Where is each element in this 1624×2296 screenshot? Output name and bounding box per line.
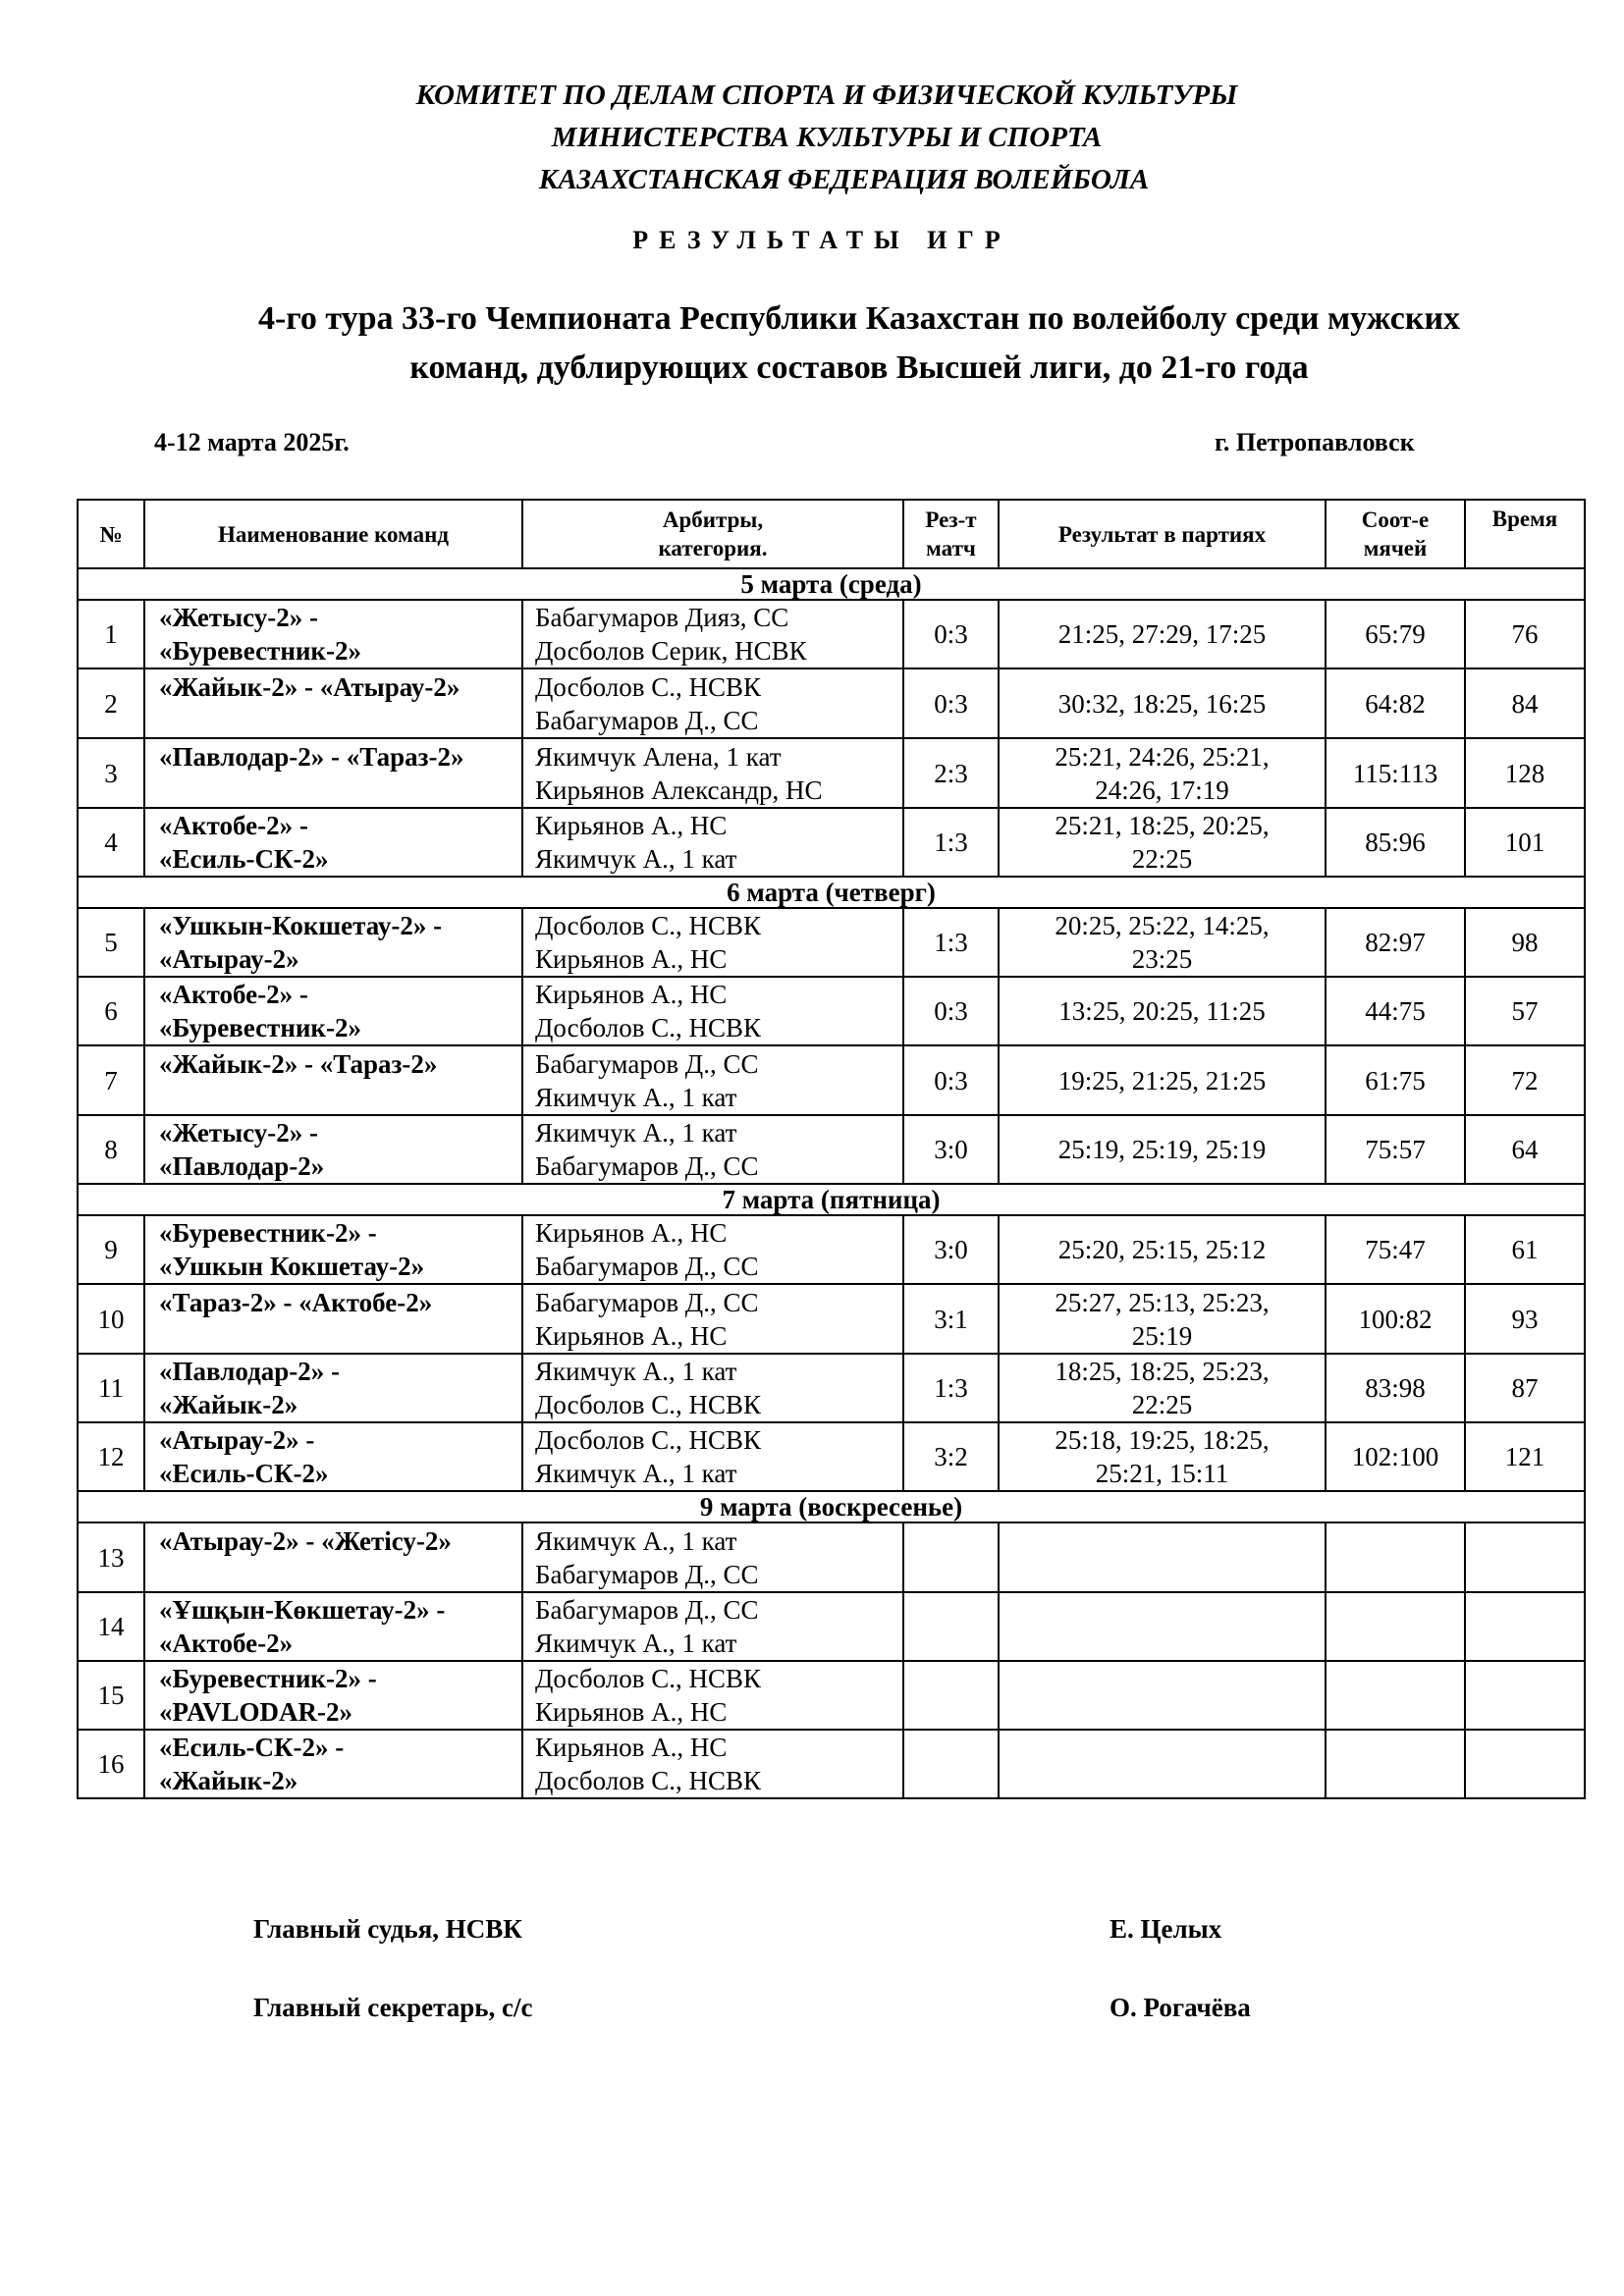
game-match-result [903, 1592, 999, 1661]
col-header-ratio-line-2: мячей [1363, 536, 1428, 561]
game-sets-line-1: 20:25, 25:22, 14:25, [1055, 911, 1270, 940]
game-number: 6 [78, 977, 144, 1045]
game-match-result [903, 1522, 999, 1592]
game-referees [522, 977, 903, 1045]
game-referee-line-2: Якимчук А., 1 кат [535, 1459, 737, 1488]
game-time: 121 [1465, 1422, 1585, 1491]
game-team-line-2: «PAVLODAR-2» [159, 1697, 353, 1727]
game-team-line-2: «Буревестник-2» [159, 636, 361, 666]
subtitle-line-1: 4-го тура 33-го Чемпионата Республики Казахстан по волейболу среди мужских [257, 300, 1461, 337]
game-match-result: 1:3 [903, 908, 999, 977]
game-set-results [999, 808, 1326, 877]
game-row [78, 977, 1585, 1045]
game-number: 16 [78, 1730, 144, 1798]
game-points-ratio [1326, 1661, 1465, 1730]
col-header-match-result [903, 500, 999, 568]
game-referee-line-2: Бабагумаров Д., СС [535, 1151, 759, 1181]
game-referee-line-1: Кирьянов А., НС [535, 1218, 728, 1248]
game-sets-line-1: 25:20, 25:15, 25:12 [1057, 1235, 1267, 1264]
game-number: 14 [78, 1592, 144, 1661]
game-set-results [999, 1215, 1326, 1284]
col-header-set-results: Результат в партиях [999, 500, 1326, 568]
game-row [78, 808, 1585, 877]
day-header-row [78, 1491, 1585, 1522]
game-referee-line-1: Досболов С., НСВК [535, 911, 762, 940]
game-match-result: 2:3 [903, 738, 999, 808]
game-teams [144, 1422, 522, 1491]
game-referee-line-1: Якимчук Алена, 1 кат [535, 741, 782, 772]
game-number: 11 [78, 1354, 144, 1422]
game-match-result [903, 1730, 999, 1798]
game-points-ratio: 44:75 [1326, 977, 1465, 1045]
game-match-result: 0:3 [903, 1045, 999, 1115]
game-match-result: 3:2 [903, 1422, 999, 1491]
game-time [1465, 1522, 1585, 1592]
game-set-results [999, 908, 1326, 977]
game-points-ratio: 82:97 [1326, 908, 1465, 977]
game-sets-line-2: 25:21, 15:11 [1095, 1459, 1229, 1488]
game-match-result [903, 1661, 999, 1730]
game-set-results [999, 1730, 1326, 1798]
game-referees [522, 1592, 903, 1661]
game-teams [144, 1115, 522, 1184]
game-teams [144, 1215, 522, 1284]
game-number: 5 [78, 908, 144, 977]
game-referees [522, 668, 903, 738]
game-teams [144, 808, 522, 877]
chief-judge-title: Главный судья, НСВК [253, 1914, 522, 1944]
game-set-results [999, 1592, 1326, 1661]
game-time: 64 [1465, 1115, 1585, 1184]
game-referees [522, 1354, 903, 1422]
game-team-line-1: «Атырау-2» - [159, 1425, 315, 1455]
game-referee-line-1: Якимчук А., 1 кат [535, 1357, 737, 1386]
game-set-results [999, 1661, 1326, 1730]
col-header-ratio-line-1: Соот-е [1361, 507, 1430, 532]
org-line-3: КАЗАХСТАНСКАЯ ФЕДЕРАЦИЯ ВОЛЕЙБОЛА [538, 164, 1150, 195]
game-team-line-1: «Павлодар-2» - [159, 1357, 341, 1386]
game-time: 76 [1465, 600, 1585, 668]
game-time: 72 [1465, 1045, 1585, 1115]
game-row [78, 1522, 1585, 1592]
day-label: 6 марта (четверг) [78, 877, 1585, 908]
col-header-num: № [78, 500, 144, 568]
game-referee-line-1: Бабагумаров Д., СС [535, 1048, 759, 1079]
chief-judge-name: Е. Целых [1110, 1914, 1222, 1944]
game-teams [144, 1284, 522, 1354]
game-sets-line-1: 25:19, 25:19, 25:19 [1057, 1135, 1267, 1164]
game-time: 87 [1465, 1354, 1585, 1422]
game-referee-line-2: Бабагумаров Д., СС [535, 1252, 759, 1281]
chief-secretary-title: Главный секретарь, с/с [253, 1993, 533, 2022]
game-row [78, 1215, 1585, 1284]
game-teams [144, 738, 522, 808]
day-header-row [78, 1184, 1585, 1215]
game-referee-line-1: Якимчук А., 1 кат [535, 1525, 737, 1556]
game-teams [144, 668, 522, 738]
game-referees [522, 908, 903, 977]
game-referee-line-1: Кирьянов А., НС [535, 1733, 728, 1762]
game-team-line-2: «Атырау-2» [159, 944, 299, 974]
game-time: 93 [1465, 1284, 1585, 1354]
game-sets-line-1: 21:25, 27:29, 17:25 [1057, 619, 1267, 649]
game-number: 12 [78, 1422, 144, 1491]
game-number: 2 [78, 668, 144, 738]
game-sets-line-1: 30:32, 18:25, 16:25 [1057, 688, 1267, 719]
org-line-2: МИНИСТЕРСТВА КУЛЬТУРЫ И СПОРТА [551, 122, 1103, 153]
game-match-result: 3:0 [903, 1215, 999, 1284]
game-referee-line-2: Досболов С., НСВК [535, 1390, 762, 1419]
game-time: 57 [1465, 977, 1585, 1045]
game-row [78, 668, 1585, 738]
game-teams [144, 1592, 522, 1661]
game-teams [144, 1045, 522, 1115]
game-referee-line-2: Якимчук А., 1 кат [535, 1082, 737, 1112]
game-row [78, 1661, 1585, 1730]
day-header-row [78, 568, 1585, 600]
game-referee-line-1: Бабагумаров Д., СС [535, 1287, 759, 1317]
game-row [78, 1730, 1585, 1798]
game-team-line-1: «Тараз-2» - «Актобе-2» [159, 1288, 433, 1317]
game-sets-line-2: 23:25 [1131, 944, 1193, 974]
game-sets-line-1: 18:25, 18:25, 25:23, [1055, 1357, 1270, 1386]
event-city: г. Петропавловск [1215, 428, 1415, 456]
game-match-result: 1:3 [903, 808, 999, 877]
game-number: 1 [78, 600, 144, 668]
table-header-row [78, 500, 1585, 568]
game-match-result: 1:3 [903, 1354, 999, 1422]
game-number: 8 [78, 1115, 144, 1184]
game-referee-line-2: Кирьянов Александр, НС [535, 774, 823, 805]
game-teams [144, 1730, 522, 1798]
game-set-results [999, 1115, 1326, 1184]
game-set-results [999, 1522, 1326, 1592]
game-number: 4 [78, 808, 144, 877]
game-referees [522, 1422, 903, 1491]
game-time [1465, 1592, 1585, 1661]
day-label: 7 марта (пятница) [78, 1184, 1585, 1215]
col-header-referees-line-2: категория. [658, 536, 768, 561]
game-row [78, 1284, 1585, 1354]
game-referees [522, 1045, 903, 1115]
game-referee-line-1: Якимчук А., 1 кат [535, 1118, 737, 1148]
game-time: 61 [1465, 1215, 1585, 1284]
game-referee-line-1: Бабагумаров Д., СС [535, 1595, 759, 1625]
col-header-referees [522, 500, 903, 568]
col-header-match-line-2: матч [926, 536, 976, 561]
game-set-results [999, 1422, 1326, 1491]
game-referees [522, 1730, 903, 1798]
game-row [78, 1045, 1585, 1115]
game-time: 98 [1465, 908, 1585, 977]
game-number: 15 [78, 1661, 144, 1730]
game-points-ratio [1326, 1522, 1465, 1592]
game-team-line-2: «Жайык-2» [159, 1766, 298, 1795]
game-match-result: 0:3 [903, 668, 999, 738]
game-row [78, 1354, 1585, 1422]
game-sets-line-1: 25:21, 24:26, 25:21, [1055, 741, 1270, 772]
game-team-line-1: «Жайык-2» - «Тараз-2» [159, 1049, 438, 1079]
game-points-ratio: 85:96 [1326, 808, 1465, 877]
game-referees [522, 1115, 903, 1184]
game-set-results [999, 977, 1326, 1045]
game-team-line-2: «Есиль-СК-2» [159, 844, 329, 874]
event-dates: 4-12 марта 2025г. [154, 428, 350, 456]
game-team-line-2: «Буревестник-2» [159, 1013, 361, 1042]
game-set-results [999, 1354, 1326, 1422]
game-referee-line-2: Кирьянов А., НС [535, 1697, 728, 1727]
game-referee-line-2: Досболов С., НСВК [535, 1013, 762, 1042]
game-sets-line-1: 25:27, 25:13, 25:23, [1055, 1287, 1270, 1317]
game-points-ratio: 64:82 [1326, 668, 1465, 738]
game-set-results [999, 1045, 1326, 1115]
col-header-points-ratio [1326, 500, 1465, 568]
game-team-line-1: «Атырау-2» - «Жетісу-2» [159, 1526, 452, 1556]
col-header-time: Время [1465, 500, 1585, 568]
game-time [1465, 1730, 1585, 1798]
game-referee-line-2: Якимчук А., 1 кат [535, 844, 737, 874]
game-team-line-1: «Буревестник-2» - [159, 1218, 377, 1248]
game-set-results [999, 600, 1326, 668]
game-referee-line-2: Якимчук А., 1 кат [535, 1629, 737, 1658]
game-row [78, 908, 1585, 977]
game-referees [522, 1661, 903, 1730]
game-set-results [999, 738, 1326, 808]
document-subtitle [147, 294, 1571, 393]
game-points-ratio [1326, 1730, 1465, 1798]
game-sets-line-2: 22:25 [1131, 1390, 1193, 1419]
game-team-line-1: «Актобе-2» - [159, 980, 308, 1009]
game-referee-line-1: Кирьянов А., НС [535, 811, 728, 840]
game-time: 128 [1465, 738, 1585, 808]
day-header-row [78, 877, 1585, 908]
game-referees [522, 808, 903, 877]
game-referee-line-2: Бабагумаров Д., СС [535, 705, 759, 735]
chief-secretary-name: О. Рогачёва [1110, 1993, 1251, 2022]
game-time [1465, 1661, 1585, 1730]
game-number: 3 [78, 738, 144, 808]
game-set-results [999, 668, 1326, 738]
game-teams [144, 1661, 522, 1730]
results-table-body [78, 568, 1585, 1798]
game-teams [144, 908, 522, 977]
game-referee-line-2: Кирьянов А., НС [535, 944, 728, 974]
subtitle-line-2: команд, дублирующих составов Высшей лиги, до 21-го года [409, 349, 1309, 386]
game-teams [144, 1522, 522, 1592]
organization-header [0, 75, 1624, 201]
game-number: 7 [78, 1045, 144, 1115]
game-referees [522, 1522, 903, 1592]
game-set-results [999, 1284, 1326, 1354]
game-referee-line-2: Досболов С., НСВК [535, 1766, 762, 1795]
game-referee-line-2: Досболов Серик, НСВК [535, 636, 807, 666]
game-referee-line-2: Кирьянов А., НС [535, 1320, 728, 1351]
game-match-result: 3:1 [903, 1284, 999, 1354]
day-label: 9 марта (воскресенье) [78, 1491, 1585, 1522]
game-number: 13 [78, 1522, 144, 1592]
game-referees [522, 738, 903, 808]
game-team-line-2: «Актобе-2» [159, 1629, 294, 1658]
game-team-line-2: «Есиль-СК-2» [159, 1459, 329, 1488]
game-sets-line-1: 19:25, 21:25, 21:25 [1057, 1065, 1267, 1095]
game-teams [144, 1354, 522, 1422]
game-time: 101 [1465, 808, 1585, 877]
game-row [78, 738, 1585, 808]
game-team-line-2: «Павлодар-2» [159, 1151, 325, 1181]
col-header-referees-line-1: Арбитры, [662, 507, 764, 532]
game-team-line-2: «Жайык-2» [159, 1390, 298, 1419]
game-points-ratio: 75:47 [1326, 1215, 1465, 1284]
game-referee-line-2: Бабагумаров Д., СС [535, 1559, 759, 1589]
game-team-line-2: «Ушкын Кокшетау-2» [159, 1252, 425, 1281]
game-points-ratio [1326, 1592, 1465, 1661]
game-sets-line-1: 25:18, 19:25, 18:25, [1055, 1425, 1270, 1455]
game-referees [522, 600, 903, 668]
game-team-line-1: «Ұшқын-Көкшетау-2» - [159, 1595, 446, 1625]
game-teams [144, 600, 522, 668]
game-team-line-1: «Жетысу-2» - [159, 1118, 319, 1148]
game-points-ratio: 65:79 [1326, 600, 1465, 668]
game-team-line-1: «Жайык-2» - «Атырау-2» [159, 672, 460, 702]
game-team-line-1: «Павлодар-2» - «Тараз-2» [159, 742, 464, 772]
col-header-match-line-1: Рез-т [925, 507, 977, 532]
game-referees [522, 1284, 903, 1354]
game-team-line-1: «Есиль-СК-2» - [159, 1733, 345, 1762]
game-team-line-1: «Жетысу-2» - [159, 603, 319, 632]
game-points-ratio: 83:98 [1326, 1354, 1465, 1422]
game-team-line-1: «Актобе-2» - [159, 811, 308, 840]
game-points-ratio: 115:113 [1326, 738, 1465, 808]
game-number: 9 [78, 1215, 144, 1284]
game-referee-line-1: Досболов С., НСВК [535, 1425, 762, 1455]
org-line-1: КОМИТЕТ ПО ДЕЛАМ СПОРТА И ФИЗИЧЕСКОЙ КУЛЬТУРЫ [415, 80, 1238, 111]
day-label: 5 марта (среда) [78, 568, 1585, 600]
game-match-result: 3:0 [903, 1115, 999, 1184]
game-sets-line-2: 25:19 [1131, 1320, 1193, 1351]
game-team-line-1: «Буревестник-2» - [159, 1664, 377, 1693]
game-teams [144, 977, 522, 1045]
game-sets-line-2: 22:25 [1131, 844, 1193, 874]
game-referees [522, 1215, 903, 1284]
game-points-ratio: 61:75 [1326, 1045, 1465, 1115]
game-row [78, 600, 1585, 668]
game-row [78, 1422, 1585, 1491]
results-title: РЕЗУЛЬТАТЫ ИГР [632, 226, 1011, 254]
game-sets-line-1: 13:25, 20:25, 11:25 [1058, 996, 1266, 1026]
game-row [78, 1592, 1585, 1661]
game-points-ratio: 102:100 [1326, 1422, 1465, 1491]
game-sets-line-1: 25:21, 18:25, 20:25, [1055, 811, 1270, 840]
game-match-result: 0:3 [903, 600, 999, 668]
results-table [77, 499, 1586, 1799]
game-referee-line-1: Бабагумаров Дияз, СС [535, 603, 789, 632]
game-row [78, 1115, 1585, 1184]
col-header-teams: Наименование команд [144, 500, 522, 568]
game-points-ratio: 100:82 [1326, 1284, 1465, 1354]
game-points-ratio: 75:57 [1326, 1115, 1465, 1184]
game-team-line-1: «Ушкын-Кокшетау-2» - [159, 911, 443, 940]
game-match-result: 0:3 [903, 977, 999, 1045]
game-number: 10 [78, 1284, 144, 1354]
game-time: 84 [1465, 668, 1585, 738]
game-referee-line-1: Досболов С., НСВК [535, 1664, 762, 1693]
game-sets-line-2: 24:26, 17:19 [1095, 774, 1229, 805]
game-referee-line-1: Кирьянов А., НС [535, 980, 728, 1009]
game-referee-line-1: Досболов С., НСВК [535, 671, 762, 702]
